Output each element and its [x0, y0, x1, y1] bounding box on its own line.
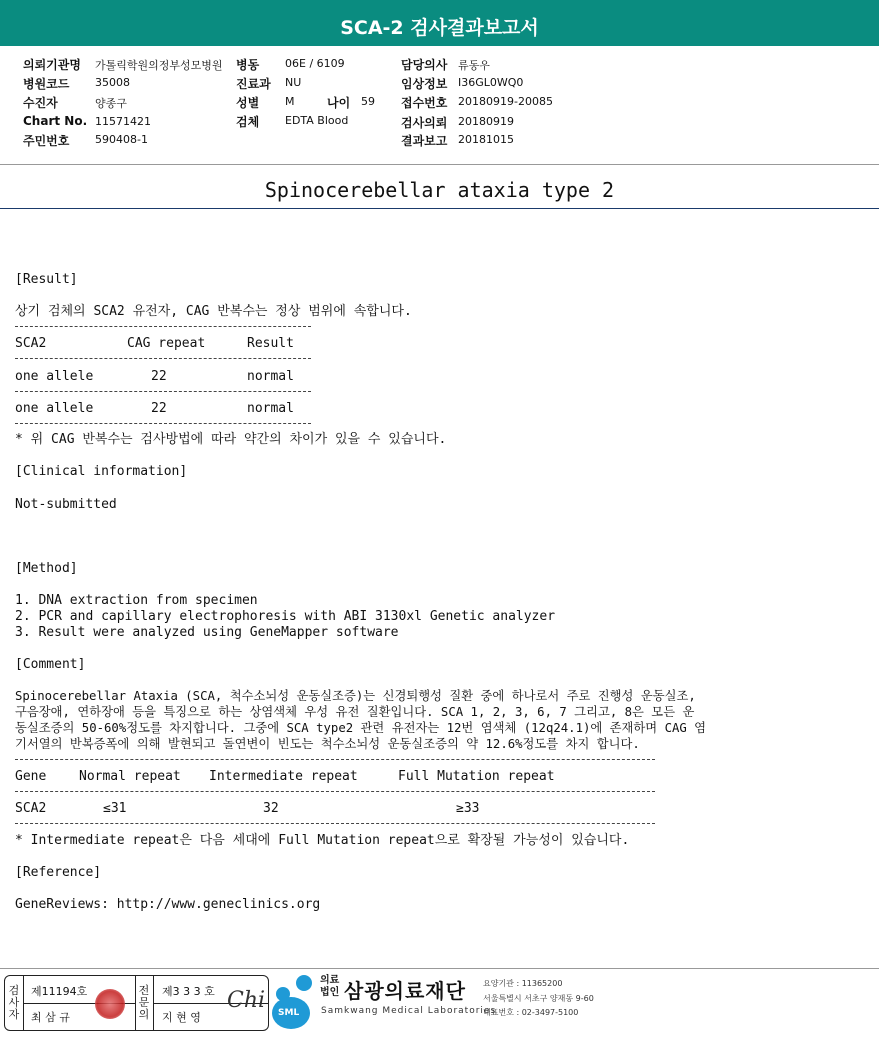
specialist-role: 전문의 — [138, 984, 150, 1021]
comment-line: 기서열의 반복증폭에 의해 발현되고 돌연변이 빈도는 척수소뇌성 운동실조증의 약 12.6%정도를 차지 합니다. — [15, 737, 640, 751]
org-address: 서울특별시 서초구 양재동 9-60 — [483, 994, 594, 1003]
comment-col-normal: Normal repeat — [79, 769, 181, 784]
comment-row-full: ≥33 — [456, 801, 480, 816]
tester-role: 검사자 — [8, 984, 20, 1021]
specialist-name: 지 현 영 — [162, 1011, 201, 1024]
patient-header — [0, 46, 879, 164]
result-row-allele: one allele — [15, 401, 94, 416]
result-heading: [Result] — [15, 272, 78, 287]
label-clinical-info: 임상정보 — [401, 77, 448, 91]
label-patient: 수진자 — [23, 96, 58, 110]
result-table-rule — [15, 423, 311, 424]
result-note: * 위 CAG 반복수는 검사방법에 따라 약간의 차이가 있을 수 있습니다. — [15, 432, 447, 447]
comment-table-rule — [15, 759, 655, 760]
org-name: 삼광의료재단 — [344, 979, 466, 1003]
result-col-result: Result — [247, 336, 294, 351]
value-result-report: 20181015 — [458, 133, 514, 146]
method-step: 1. DNA extraction from specimen — [15, 593, 258, 608]
value-ward: 06E / 6109 — [285, 57, 345, 70]
result-table-rule — [15, 358, 311, 359]
value-clinical-info: I36GL0WQ0 — [458, 76, 524, 89]
comment-line: Spinocerebellar Ataxia (SCA, 척수소뇌성 운동실조증)는 신경퇴행성 질환 중에 하나로서 주로 진행성 운동실조, — [15, 689, 696, 703]
test-subtitle: Spinocerebellar ataxia type 2 — [264, 178, 615, 202]
sml-logo — [270, 973, 320, 1033]
label-department: 진료과 — [236, 77, 271, 91]
value-receipt-no: 20180919-20085 — [458, 95, 553, 108]
method-step: 2. PCR and capillary electrophoresis with ABI 3130xl Genetic analyzer — [15, 609, 556, 624]
result-col-cag: CAG repeat — [127, 336, 206, 351]
label-ward: 병동 — [236, 58, 260, 72]
comment-row-intermediate: 32 — [263, 801, 279, 816]
sml-badge-text: SML — [278, 1008, 300, 1018]
signature-box — [4, 975, 269, 1031]
value-hospital-code: 35008 — [95, 76, 130, 89]
label-sex: 성별 — [236, 96, 260, 110]
tester-license: 제11194호 — [31, 985, 88, 998]
result-summary: 상기 검체의 SCA2 유전자, CAG 반복수는 정상 범위에 속합니다. — [15, 304, 412, 319]
comment-col-gene: Gene — [15, 769, 47, 784]
label-specimen: 검체 — [236, 115, 260, 129]
tester-seal-icon — [95, 989, 125, 1019]
clinical-text: Not-submitted — [15, 497, 117, 512]
result-table-rule — [15, 326, 311, 327]
value-chart-no: 11571421 — [95, 115, 151, 128]
tester-name: 최 삼 규 — [31, 1011, 70, 1024]
result-row-cag: 22 — [151, 401, 167, 416]
value-resident-no: 590408-1 — [95, 133, 148, 146]
result-col-gene: SCA2 — [15, 336, 47, 351]
result-row-status: normal — [247, 369, 294, 384]
header-divider — [0, 164, 879, 165]
label-chart-no: Chart No. — [23, 114, 88, 128]
comment-col-intermediate: Intermediate repeat — [209, 769, 358, 784]
label-result-report: 결과보고 — [401, 134, 448, 148]
label-physician: 담당의사 — [401, 58, 448, 72]
result-row-cag: 22 — [151, 369, 167, 384]
comment-table-rule — [15, 791, 655, 792]
value-requesting-org: 가톨릭학원의정부성모병원 — [95, 59, 223, 72]
comment-heading: [Comment] — [15, 657, 86, 672]
clinical-heading: [Clinical information] — [15, 464, 188, 479]
org-name-en: Samkwang Medical Laboratories — [321, 1006, 497, 1016]
comment-line: 동실조증의 50-60%정도를 차지합니다. 그중에 SCA type2 관련 유전자는 12번 염색체 (12q24.1)에 존재하며 CAG 염 — [15, 721, 707, 735]
report-title-bar — [0, 0, 879, 46]
subtitle-divider — [0, 208, 879, 209]
reference-text: GeneReviews: http://www.geneclinics.org — [15, 897, 321, 912]
comment-note: * Intermediate repeat은 다음 세대에 Full Mutation repeat으로 확장될 가능성이 있습니다. — [15, 833, 630, 848]
comment-table-rule — [15, 823, 655, 824]
result-row-allele: one allele — [15, 369, 94, 384]
label-test-request: 검사의뢰 — [401, 116, 448, 130]
result-table-rule — [15, 391, 311, 392]
label-resident-no: 주민번호 — [23, 134, 70, 148]
label-receipt-no: 접수번호 — [401, 96, 448, 110]
comment-row-gene: SCA2 — [15, 801, 47, 816]
method-heading: [Method] — [15, 561, 78, 576]
comment-line: 구음장애, 연하장애 등을 특징으로 하는 상염색체 우성 유전 질환입니다. SCA 1, 2, 3, 6, 7 그리고, 8은 모든 운 — [15, 705, 695, 719]
value-sex: M — [285, 95, 295, 108]
org-phone: 대표번호 : 02-3497-5100 — [483, 1008, 579, 1017]
specialist-license: 제3 3 3 호 — [162, 985, 215, 998]
org-type: 의료법인 — [320, 975, 340, 998]
label-requesting-org: 의뢰기관명 — [23, 58, 81, 72]
specialist-signature: Chi — [227, 988, 266, 1013]
method-step: 3. Result were analyzed using GeneMapper software — [15, 625, 399, 640]
result-row-status: normal — [247, 401, 294, 416]
comment-row-normal: ≤31 — [103, 801, 127, 816]
label-age: 나이 — [327, 96, 351, 110]
org-code: 요양기관 : 11365200 — [483, 979, 563, 988]
label-hospital-code: 병원코드 — [23, 77, 70, 91]
reference-heading: [Reference] — [15, 865, 102, 880]
value-age: 59 — [361, 95, 375, 108]
value-patient: 양종구 — [95, 97, 127, 110]
value-physician: 류동우 — [458, 59, 490, 72]
value-test-request: 20180919 — [458, 115, 514, 128]
value-department: NU — [285, 76, 302, 89]
value-specimen: EDTA Blood — [285, 114, 349, 127]
comment-col-full: Full Mutation repeat — [398, 769, 555, 784]
report-footer — [0, 968, 879, 1039]
report-title: SCA-2 검사결과보고서 — [340, 17, 539, 39]
